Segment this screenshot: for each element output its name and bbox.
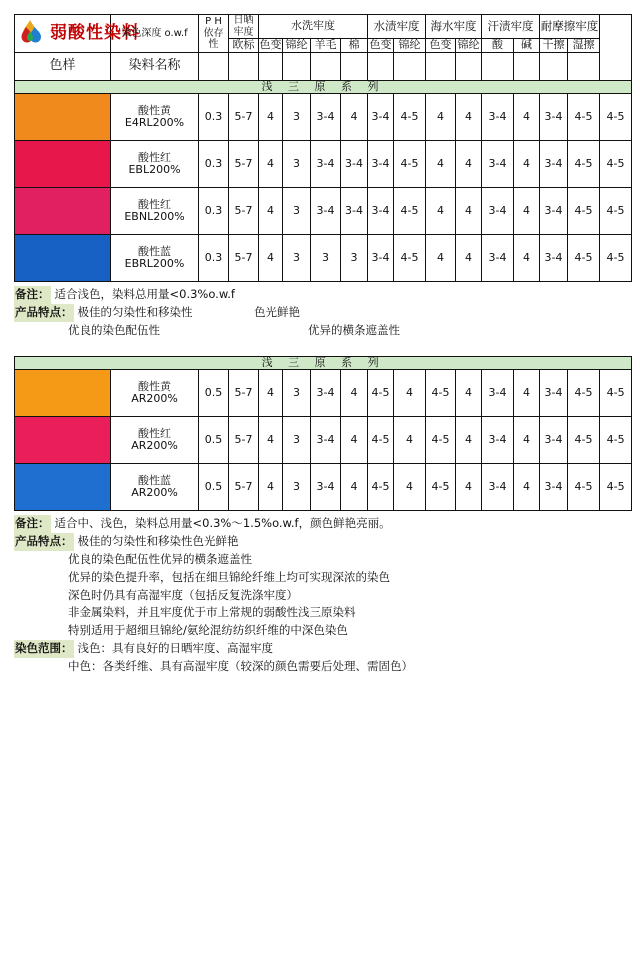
range-item: 中色：各类纤维、具有高湿牢度（较深的颜色需要后处理、需固色）	[68, 658, 413, 673]
cell-sea-colorchange: 4	[456, 370, 482, 417]
cell-sea-colorchange: 4	[456, 464, 482, 511]
dye-name: 酸性红 EBL200%	[111, 141, 199, 188]
cell-ph: 5-7	[229, 370, 259, 417]
cell-sweat-acid: 4	[514, 235, 540, 282]
header-lightfastness: 日晒牢度	[229, 15, 259, 39]
cell-wash-wool: 4	[341, 370, 368, 417]
cell-sweat-alkali: 3-4	[540, 370, 568, 417]
cell-water-colorchange: 4-5	[394, 188, 426, 235]
cell-water-colorchange: 4	[394, 417, 426, 464]
cell-light: 4	[259, 188, 283, 235]
cell-wash-wool: 4	[341, 464, 368, 511]
cell-sea-nylon: 3-4	[482, 370, 514, 417]
cell-water-nylon: 4	[426, 188, 456, 235]
cell-depth: 0.3	[199, 141, 229, 188]
table-row	[15, 235, 632, 282]
color-swatch	[15, 464, 111, 511]
cell-sweat-acid: 4	[514, 417, 540, 464]
cell-water-colorchange: 4-5	[394, 141, 426, 188]
feature-item: 优良的染色配伍性	[68, 322, 160, 337]
cell-wash-cotton: 4-5	[368, 370, 394, 417]
cell-water-nylon: 4-5	[426, 417, 456, 464]
cell-wash-nylon: 3-4	[311, 417, 341, 464]
range-label: 染色范围：	[14, 640, 74, 658]
cell-depth: 0.5	[199, 464, 229, 511]
cell-sweat-alkali: 3-4	[540, 235, 568, 282]
cell-water-nylon: 4-5	[426, 464, 456, 511]
cell-ph: 5-7	[229, 464, 259, 511]
feature-item: 优异的染色提升率，包括在细旦锦纶纤维上均可实现深浓的染色	[68, 569, 390, 584]
header-water-colorchange: 色变	[369, 38, 392, 51]
cell-ph: 5-7	[229, 141, 259, 188]
cell-rub-wet: 4-5	[600, 464, 632, 511]
remark-label-2: 备注：	[14, 515, 51, 533]
cell-wash-nylon: 3-4	[311, 94, 341, 141]
cell-wash-wool: 4	[341, 417, 368, 464]
feature-item: 极佳的匀染性和移染性色光鲜艳	[77, 534, 239, 549]
cell-wash-nylon: 3-4	[311, 188, 341, 235]
cell-sweat-alkali: 3-4	[540, 94, 568, 141]
cell-light: 4	[259, 94, 283, 141]
brand-logo-cell	[15, 15, 140, 53]
feature-item: 色光鲜艳	[254, 305, 300, 320]
cell-sea-nylon: 3-4	[482, 188, 514, 235]
cell-ph: 5-7	[229, 94, 259, 141]
cell-water-nylon: 4-5	[426, 370, 456, 417]
feature-item: 特别适用于超细旦锦纶/氨纶混纺纺织纤维的中深色染色	[68, 623, 348, 638]
table-row	[15, 370, 632, 417]
header-group-seawater: 海水牢度	[426, 15, 482, 39]
cell-wash-wool: 3-4	[341, 188, 368, 235]
cell-sweat-acid: 4	[514, 141, 540, 188]
table-row	[15, 141, 632, 188]
cell-rub-wet: 4-5	[600, 417, 632, 464]
header-wash-wool: 羊毛	[311, 39, 341, 53]
cell-rub-dry: 4-5	[568, 141, 600, 188]
cell-wash-colorchange: 3	[283, 464, 311, 511]
color-swatch	[15, 370, 111, 417]
header-sea-nylon: 锦纶	[457, 38, 480, 51]
table-row	[15, 417, 632, 464]
cell-wash-wool: 3	[341, 235, 368, 282]
cell-sweat-alkali: 3-4	[540, 417, 568, 464]
series-title-2: 浅 三 原 系 列	[15, 356, 632, 370]
cell-sea-nylon: 3-4	[482, 464, 514, 511]
color-swatch	[15, 94, 111, 141]
feature-item: 优异的横条遮盖性	[308, 322, 400, 337]
cell-rub-dry: 4-5	[568, 235, 600, 282]
remark-text-2: 适合中、浅色，染料总用量<0.3%～1.5%o.w.f，颜色鲜艳亮丽。	[54, 516, 391, 531]
header-wash-cotton: 棉	[341, 39, 368, 53]
cell-sweat-alkali: 3-4	[540, 464, 568, 511]
dye-name: 酸性黄 E4RL200%	[111, 94, 199, 141]
remark-text-1: 适合浅色，染料总用量<0.3%o.w.f	[54, 287, 235, 302]
cell-rub-wet: 4-5	[600, 188, 632, 235]
header-group-sweat: 汗渍牢度	[482, 15, 540, 39]
header-sea-colorchange: 色变	[426, 39, 456, 53]
cell-wash-nylon: 3-4	[311, 370, 341, 417]
cell-wash-cotton: 3-4	[368, 141, 394, 188]
cell-rub-wet: 4-5	[600, 94, 632, 141]
cell-water-nylon: 4	[426, 94, 456, 141]
cell-light: 4	[259, 370, 283, 417]
cell-water-colorchange: 4-5	[394, 235, 426, 282]
feature-item: 极佳的匀染性和移染性	[77, 305, 193, 320]
header-sweat-alkali: 碱	[514, 39, 540, 53]
cell-wash-cotton: 4-5	[368, 464, 394, 511]
color-swatch	[15, 141, 111, 188]
cell-wash-cotton: 3-4	[368, 188, 394, 235]
feature-label-2: 产品特点：	[14, 533, 74, 551]
cell-sweat-acid: 4	[514, 94, 540, 141]
series-title-row-2	[15, 356, 632, 370]
table-header-row-1	[15, 15, 632, 39]
header-depth: 染色深度 o.w.f	[111, 15, 199, 53]
cell-sea-colorchange: 4	[456, 141, 482, 188]
remark-label-1: 备注：	[14, 286, 51, 304]
remark-line-1	[14, 286, 628, 304]
cell-depth: 0.5	[199, 417, 229, 464]
dye-name: 酸性蓝 EBRL200%	[111, 235, 199, 282]
range-item: 浅色：具有良好的日晒牢度、高湿牢度	[77, 640, 273, 655]
color-swatch	[15, 235, 111, 282]
header-rub-wet: 湿擦	[568, 39, 600, 53]
table-row	[15, 188, 632, 235]
feature-item: 优良的染色配伍性优异的横条遮盖性	[68, 551, 252, 566]
cell-rub-dry: 4-5	[568, 188, 600, 235]
header-water-nylon: 锦纶	[394, 39, 426, 53]
feature-line-1	[14, 304, 628, 322]
header-group-rub: 耐摩擦牢度	[540, 15, 600, 39]
dye-name: 酸性红 EBNL200%	[111, 188, 199, 235]
cell-wash-wool: 3-4	[341, 141, 368, 188]
cell-sea-nylon: 3-4	[482, 235, 514, 282]
dye-name: 酸性黄 AR200%	[111, 370, 199, 417]
series-title-1: 浅 三 原 系 列	[15, 80, 632, 94]
cell-water-colorchange: 4-5	[394, 94, 426, 141]
cell-wash-colorchange: 3	[283, 141, 311, 188]
cell-rub-dry: 4-5	[568, 94, 600, 141]
cell-wash-colorchange: 3	[283, 370, 311, 417]
header-colorsample: 色样	[15, 52, 111, 80]
dye-name: 酸性蓝 AR200%	[111, 464, 199, 511]
cell-wash-wool: 4	[341, 94, 368, 141]
header-light-eu: 欧标	[229, 39, 259, 53]
dye-name: 酸性红 AR200%	[111, 417, 199, 464]
cell-sea-nylon: 3-4	[482, 417, 514, 464]
cell-ph: 5-7	[229, 188, 259, 235]
cell-wash-colorchange: 3	[283, 188, 311, 235]
cell-light: 4	[259, 141, 283, 188]
brand-title: 弱酸性染料	[50, 22, 140, 43]
cell-depth: 0.3	[199, 188, 229, 235]
dye-table-block-2	[14, 356, 632, 512]
color-swatch	[15, 188, 111, 235]
header-sweat-acid: 酸	[482, 39, 514, 53]
cell-depth: 0.5	[199, 370, 229, 417]
notes-block-2	[14, 515, 628, 675]
cell-wash-colorchange: 3	[283, 417, 311, 464]
cell-water-colorchange: 4	[394, 370, 426, 417]
cell-rub-dry: 4-5	[568, 370, 600, 417]
cell-water-nylon: 4	[426, 141, 456, 188]
cell-depth: 0.3	[199, 94, 229, 141]
cell-rub-wet: 4-5	[600, 370, 632, 417]
feature-line-first	[14, 533, 628, 551]
cell-wash-nylon: 3	[311, 235, 341, 282]
cell-wash-cotton: 3-4	[368, 235, 394, 282]
cell-sea-colorchange: 4	[456, 417, 482, 464]
cell-ph: 5-7	[229, 417, 259, 464]
flame-droplet-logo-icon	[15, 18, 45, 48]
cell-wash-colorchange: 3	[283, 235, 311, 282]
table-row	[15, 464, 632, 511]
cell-light: 4	[259, 464, 283, 511]
cell-water-nylon: 4	[426, 235, 456, 282]
cell-sweat-acid: 4	[514, 464, 540, 511]
cell-sea-nylon: 3-4	[482, 94, 514, 141]
cell-wash-cotton: 4-5	[368, 417, 394, 464]
range-line-first	[14, 640, 628, 658]
cell-water-colorchange: 4	[394, 464, 426, 511]
notes-block-1	[14, 286, 628, 339]
cell-rub-dry: 4-5	[568, 417, 600, 464]
dye-table-block-1	[14, 14, 632, 282]
cell-ph: 5-7	[229, 235, 259, 282]
header-wash-nylon: 锦纶	[283, 39, 311, 53]
header-rub-dry: 干擦	[540, 39, 568, 53]
color-swatch	[15, 417, 111, 464]
feature-item: 深色时仍具有高湿牢度（包括反复洗涤牢度）	[68, 587, 298, 602]
cell-wash-colorchange: 3	[283, 94, 311, 141]
header-dyename: 染料名称	[111, 52, 199, 80]
table-row	[15, 94, 632, 141]
header-group-wash: 水洗牢度	[259, 15, 368, 39]
cell-wash-cotton: 3-4	[368, 94, 394, 141]
cell-sea-colorchange: 4	[456, 94, 482, 141]
header-group-waterstain: 水渍牢度	[368, 15, 426, 39]
cell-rub-dry: 4-5	[568, 464, 600, 511]
cell-wash-nylon: 3-4	[311, 464, 341, 511]
cell-depth: 0.3	[199, 235, 229, 282]
cell-light: 4	[259, 417, 283, 464]
feature-label-1: 产品特点：	[14, 304, 74, 322]
series-title-row-1	[15, 80, 632, 94]
cell-rub-wet: 4-5	[600, 141, 632, 188]
cell-sweat-acid: 4	[514, 188, 540, 235]
table-header-row-3	[15, 52, 632, 80]
cell-sweat-acid: 4	[514, 370, 540, 417]
feature-line-2	[14, 322, 628, 340]
header-wash-colorchange: 色变	[259, 38, 282, 51]
remark-line-2	[14, 515, 628, 533]
cell-sweat-alkali: 3-4	[540, 141, 568, 188]
cell-light: 4	[259, 235, 283, 282]
cell-rub-wet: 4-5	[600, 235, 632, 282]
cell-wash-nylon: 3-4	[311, 141, 341, 188]
cell-sweat-alkali: 3-4	[540, 188, 568, 235]
cell-sea-colorchange: 4	[456, 235, 482, 282]
header-ph: P H 依存性	[199, 15, 229, 53]
feature-item: 非金属染料，并且牢度优于市上常规的弱酸性浅三原染料	[68, 605, 356, 620]
cell-sea-nylon: 3-4	[482, 141, 514, 188]
cell-sea-colorchange: 4	[456, 188, 482, 235]
